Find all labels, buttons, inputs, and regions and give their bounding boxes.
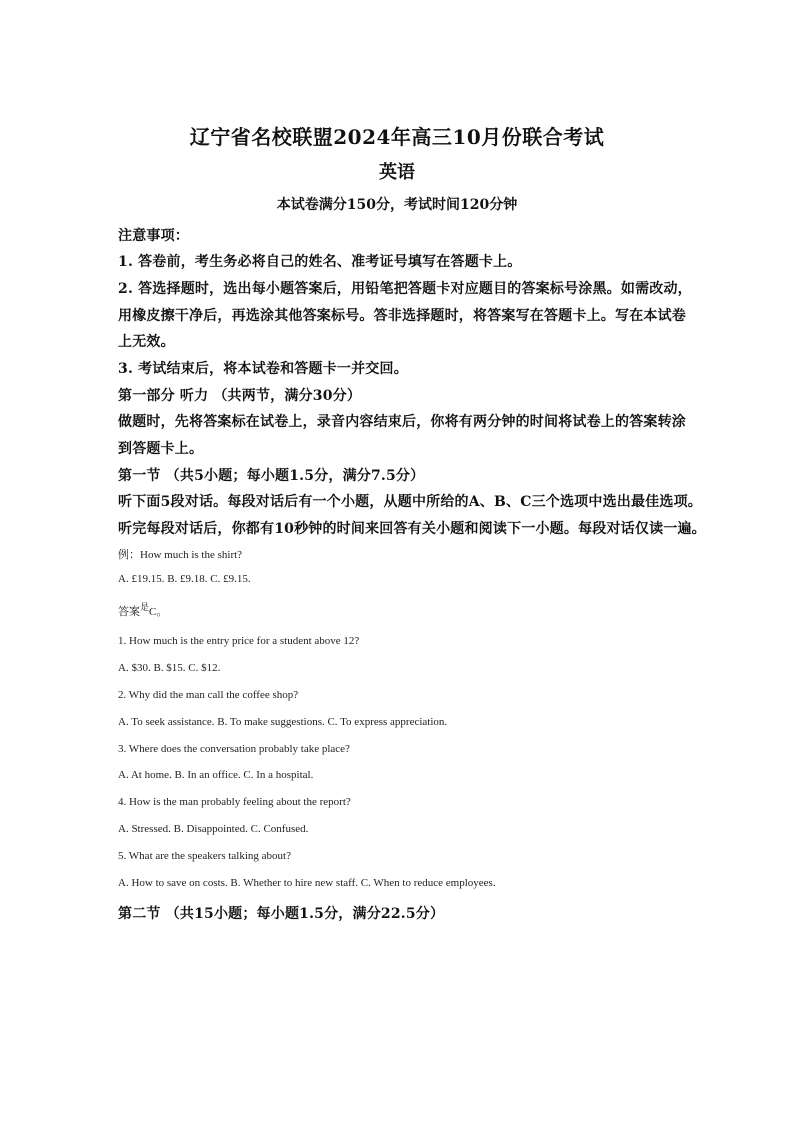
question-text: 5. What are the speakers talking about?: [118, 850, 291, 862]
question-text: 1. How much is the entry price for a student above 12?: [118, 635, 360, 647]
subject-title: 英语: [379, 162, 415, 183]
example-options: A. £19.15. B. £9.18. C. £9.15.: [118, 573, 251, 585]
answer-super: 是: [140, 603, 150, 613]
question-options: A. Stressed. B. Disappointed. C. Confused.: [118, 823, 309, 835]
answer-prefix: 答案: [118, 605, 140, 618]
answer-value: C。: [149, 606, 168, 618]
notice-heading: 注意事项：: [118, 228, 189, 244]
part1-heading: 第一部分 听力 （共两节，满分30分）: [118, 388, 362, 404]
example-label: 例：: [118, 548, 140, 561]
exam-title: 辽宁省名校联盟2024年高三10月份联合考试: [189, 125, 605, 149]
example-answer: [118, 603, 167, 619]
question-options: A. To seek assistance. B. To make suggestions. C. To express appreciation.: [118, 716, 448, 728]
part1-instruction: 做题时，先将答案标在试卷上，录音内容结束后，你将有两分钟的时间将试卷上的答案转涂: [118, 414, 686, 430]
part1-instruction: 到答题卡上。: [118, 441, 204, 457]
question-options: A. At home. B. In an office. C. In a hospital.: [118, 769, 314, 781]
example-question: [118, 546, 242, 562]
notice-item: 用橡皮擦干净后，再选涂其他答案标号。答非选择题时，将答案写在答题卡上。写在本试卷: [118, 308, 686, 324]
section1-instruction: 听完每段对话后，你都有10秒钟的时间来回答有关小题和阅读下一小题。每段对话仅读一遍。: [118, 521, 706, 537]
question-options: A. How to save on costs. B. Whether to hire new staff. C. When to reduce employees.: [118, 877, 496, 889]
question-text: 4. How is the man probably feeling about the report?: [118, 796, 351, 808]
section1-instruction: 听下面5段对话。每段对话后有一个小题，从题中所给的A、B、C三个选项中选出最佳选项。: [118, 494, 702, 510]
notice-item: 1. 答卷前，考生务必将自己的姓名、准考证号填写在答题卡上。: [118, 254, 522, 270]
question-text: 3. Where does the conversation probably take place?: [118, 743, 350, 755]
question-options: A. $30. B. $15. C. $12.: [118, 662, 221, 674]
section1-heading: 第一节 （共5小题；每小题1.5分，满分7.5分）: [118, 468, 425, 484]
section2-heading: 第二节 （共15小题；每小题1.5分，满分22.5分）: [118, 906, 445, 922]
exam-meta: 本试卷满分150分，考试时间120分钟: [276, 197, 518, 213]
question-text: 2. Why did the man call the coffee shop?: [118, 689, 299, 701]
notice-item: 3. 考试结束后，将本试卷和答题卡一并交回。: [118, 361, 408, 377]
example-question-text: How much is the shirt?: [140, 549, 243, 561]
notice-item: 上无效。: [118, 334, 175, 350]
notice-item: 2. 答选择题时，选出每小题答案后，用铅笔把答题卡对应题目的答案标号涂黑。如需改动，: [118, 281, 692, 297]
